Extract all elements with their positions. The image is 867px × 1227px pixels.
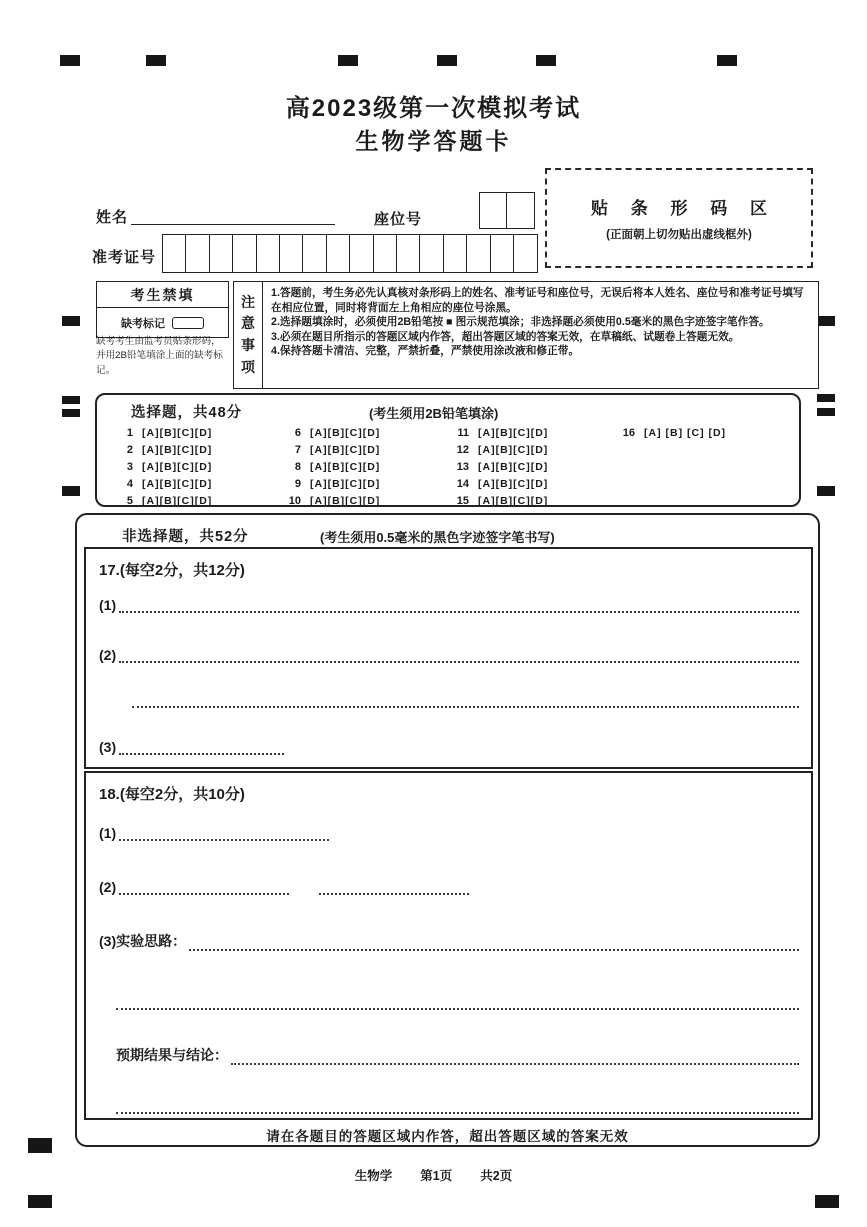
- question-number: 13: [456, 460, 469, 473]
- answer-bubbles[interactable]: [A][B][C][D]: [478, 443, 549, 456]
- answer-bubbles[interactable]: [A][B][C][D]: [478, 494, 549, 507]
- notice-title-column: [234, 282, 263, 388]
- seat-label: 座位号: [374, 211, 423, 228]
- seat-digit-box[interactable]: [506, 192, 535, 229]
- answer-dotted-line[interactable]: [319, 880, 469, 895]
- notice-title: 注意事项: [241, 293, 255, 375]
- ticket-label: 准考证号: [92, 249, 157, 266]
- answer-bubbles[interactable]: [A][B][C][D]: [310, 460, 381, 473]
- answer-bubbles[interactable]: [A][B][C][D]: [310, 494, 381, 507]
- answer-dotted-line[interactable]: [132, 693, 799, 708]
- answer-dotted-line[interactable]: [116, 1099, 799, 1114]
- ticket-digit-box[interactable]: [419, 234, 444, 273]
- choice-row: [113, 475, 212, 492]
- registration-mark: [437, 55, 457, 66]
- choice-section-label: 选择题，共48分: [131, 405, 243, 421]
- ticket-digit-box[interactable]: [162, 234, 187, 273]
- ticket-digit-box[interactable]: [256, 234, 281, 273]
- sheet-title: 生物学答题卡: [355, 128, 512, 154]
- question-17-box: [84, 547, 813, 769]
- answer-bubbles[interactable]: [A][B][C][D]: [310, 443, 381, 456]
- question-18-title: 18.(每空2分，共10分): [99, 786, 245, 803]
- notice-item: 3.必须在题目所指示的答题区域内作答，超出答题区域的答案无效，在草稿纸、试题卷上答题无效。: [271, 330, 740, 343]
- question-number: 11: [457, 426, 469, 439]
- question-number: 7: [294, 443, 301, 456]
- absent-mark-label: 缺考标记: [121, 318, 165, 330]
- question-number: 9: [294, 477, 301, 490]
- choice-row: [449, 458, 548, 475]
- barcode-title: 贴 条 形 码 区: [591, 199, 776, 218]
- answer-bubbles[interactable]: [A] [B] [C] [D]: [644, 426, 727, 439]
- answer-bubbles[interactable]: [A][B][C][D]: [478, 426, 549, 439]
- answer-dotted-line[interactable]: [119, 598, 799, 613]
- choice-row: [449, 492, 548, 509]
- absent-mark-box[interactable]: [172, 317, 204, 329]
- choice-row: [615, 424, 726, 441]
- choice-row: [281, 475, 380, 492]
- registration-mark: [817, 394, 835, 402]
- answer-bubbles[interactable]: [A][B][C][D]: [142, 494, 213, 507]
- ticket-digit-box[interactable]: [396, 234, 421, 273]
- footer-subject: 生物学: [354, 1169, 393, 1183]
- ticket-number-boxes: [162, 234, 538, 273]
- answer-part-label: (2): [99, 647, 117, 663]
- choice-section: [95, 393, 801, 507]
- page-footer: [0, 1166, 867, 1184]
- answer-bubbles[interactable]: [A][B][C][D]: [142, 426, 213, 439]
- notice-box: [233, 281, 819, 389]
- registration-mark: [28, 1195, 52, 1208]
- ticket-digit-box[interactable]: [349, 234, 374, 273]
- answer-bubbles[interactable]: [A][B][C][D]: [478, 477, 549, 490]
- registration-mark: [815, 1195, 839, 1208]
- no-fill-title: 考生禁填: [97, 282, 228, 308]
- seat-number-boxes: [479, 192, 535, 229]
- choice-row: [113, 441, 212, 458]
- registration-mark: [717, 55, 737, 66]
- absent-note: 缺考考生由监考员贴条形码，并用2B铅笔填涂上面的缺考标记。: [96, 336, 223, 376]
- question-number: 12: [456, 443, 469, 456]
- question-number: 8: [294, 460, 301, 473]
- registration-mark: [817, 408, 835, 416]
- choice-row: [449, 475, 548, 492]
- answer-dotted-line[interactable]: [119, 880, 289, 895]
- answer-part-label: (1): [99, 825, 117, 841]
- choice-row: [281, 441, 380, 458]
- experiment-label: (3)实验思路：: [99, 933, 187, 949]
- subjective-section-label: 非选择题，共52分: [122, 529, 249, 545]
- choice-pen-note: (考生须用2B铅笔填涂): [369, 406, 499, 421]
- subjective-section: [75, 513, 820, 1147]
- registration-mark: [536, 55, 556, 66]
- ticket-digit-box[interactable]: [209, 234, 234, 273]
- notice-item: 4.保持答题卡清洁、完整，严禁折叠，严禁使用涂改液和修正带。: [271, 345, 580, 358]
- answer-dotted-line[interactable]: [231, 1050, 799, 1065]
- answer-part-label: (2): [99, 879, 117, 895]
- answer-bubbles[interactable]: [A][B][C][D]: [310, 426, 381, 439]
- question-number: 14: [456, 477, 469, 490]
- choice-row: [281, 492, 380, 509]
- answer-dotted-line[interactable]: [189, 936, 799, 951]
- question-18-box: [84, 771, 813, 1120]
- ticket-digit-box[interactable]: [373, 234, 398, 273]
- barcode-note: (正面朝上切勿贴出虚线框外): [606, 229, 752, 241]
- ticket-digit-box[interactable]: [326, 234, 351, 273]
- ticket-digit-box[interactable]: [466, 234, 491, 273]
- answer-dotted-line[interactable]: [119, 826, 329, 841]
- choice-column-3: [449, 424, 548, 509]
- choice-row: [113, 492, 212, 509]
- choice-row: [113, 424, 212, 441]
- question-17-title: 17.(每空2分，共12分): [99, 562, 245, 579]
- ticket-digit-box[interactable]: [232, 234, 257, 273]
- registration-mark: [817, 486, 835, 496]
- answer-bubbles[interactable]: [A][B][C][D]: [478, 460, 549, 473]
- answer-bubbles[interactable]: [A][B][C][D]: [310, 477, 381, 490]
- result-label: 预期结果与结论：: [116, 1047, 228, 1063]
- registration-mark: [60, 55, 80, 66]
- question-number: 4: [126, 477, 133, 490]
- question-number: 2: [126, 443, 133, 456]
- barcode-area[interactable]: [545, 168, 813, 268]
- answer-dotted-line[interactable]: [119, 740, 284, 755]
- choice-column-4: [615, 424, 726, 441]
- choice-row: [449, 424, 548, 441]
- registration-mark: [62, 486, 80, 496]
- question-number: 3: [126, 460, 133, 473]
- notice-items: [263, 282, 818, 388]
- registration-mark: [338, 55, 358, 66]
- footer-total: 共2页: [480, 1169, 513, 1183]
- question-number: 1: [126, 426, 133, 439]
- registration-mark: [62, 316, 80, 326]
- warning-text: 请在各题目的答题区域内作答，超出答题区域的答案无效: [266, 1129, 629, 1144]
- exam-title: 高2023级第一次模拟考试: [285, 95, 582, 122]
- question-number: 15: [456, 494, 469, 507]
- choice-row: [113, 458, 212, 475]
- ticket-digit-box[interactable]: [279, 234, 304, 273]
- ticket-digit-box[interactable]: [302, 234, 327, 273]
- ticket-digit-box[interactable]: [490, 234, 515, 273]
- answer-part-label: (1): [99, 597, 117, 613]
- choice-column-1: [113, 424, 212, 509]
- ticket-digit-box[interactable]: [443, 234, 468, 273]
- choice-row: [281, 458, 380, 475]
- registration-mark: [62, 409, 80, 417]
- registration-mark: [62, 396, 80, 404]
- question-number: 5: [126, 494, 133, 507]
- answer-bubbles[interactable]: [A][B][C][D]: [142, 477, 213, 490]
- seat-digit-box[interactable]: [479, 192, 508, 229]
- ticket-digit-box[interactable]: [513, 234, 538, 273]
- ticket-digit-box[interactable]: [185, 234, 210, 273]
- answer-bubbles[interactable]: [A][B][C][D]: [142, 443, 213, 456]
- name-input-line[interactable]: [131, 200, 335, 225]
- registration-mark: [146, 55, 166, 66]
- answer-part-label: (3): [99, 739, 117, 755]
- subjective-pen-note: (考生须用0.5毫米的黑色字迹签字笔书写): [320, 530, 555, 545]
- question-number: 10: [288, 494, 301, 507]
- choice-row: [281, 424, 380, 441]
- question-number: 16: [622, 426, 635, 439]
- registration-mark: [28, 1138, 52, 1153]
- answer-bubbles[interactable]: [A][B][C][D]: [142, 460, 213, 473]
- notice-item: 1.答题前，考生务必先认真核对条形码上的姓名、准考证号和座位号，无误后将本人姓名、座位号和准考证号填写在相应位置，同时将背面左上角相应的座位号涂黑。: [271, 287, 804, 314]
- answer-dotted-line[interactable]: [119, 648, 799, 663]
- question-number: 6: [294, 426, 301, 439]
- examinee-no-fill-box: [96, 281, 229, 338]
- choice-column-2: [281, 424, 380, 509]
- choice-row: [449, 441, 548, 458]
- registration-mark: [817, 316, 835, 326]
- footer-page: 第1页: [420, 1169, 453, 1183]
- notice-item: 2.选择题填涂时，必须使用2B铅笔按 ■ 图示规范填涂；非选择题必须使用0.5毫米的黑色字迹签字笔作答。: [271, 316, 770, 329]
- name-label: 姓名: [96, 209, 129, 226]
- answer-dotted-line[interactable]: [116, 995, 799, 1010]
